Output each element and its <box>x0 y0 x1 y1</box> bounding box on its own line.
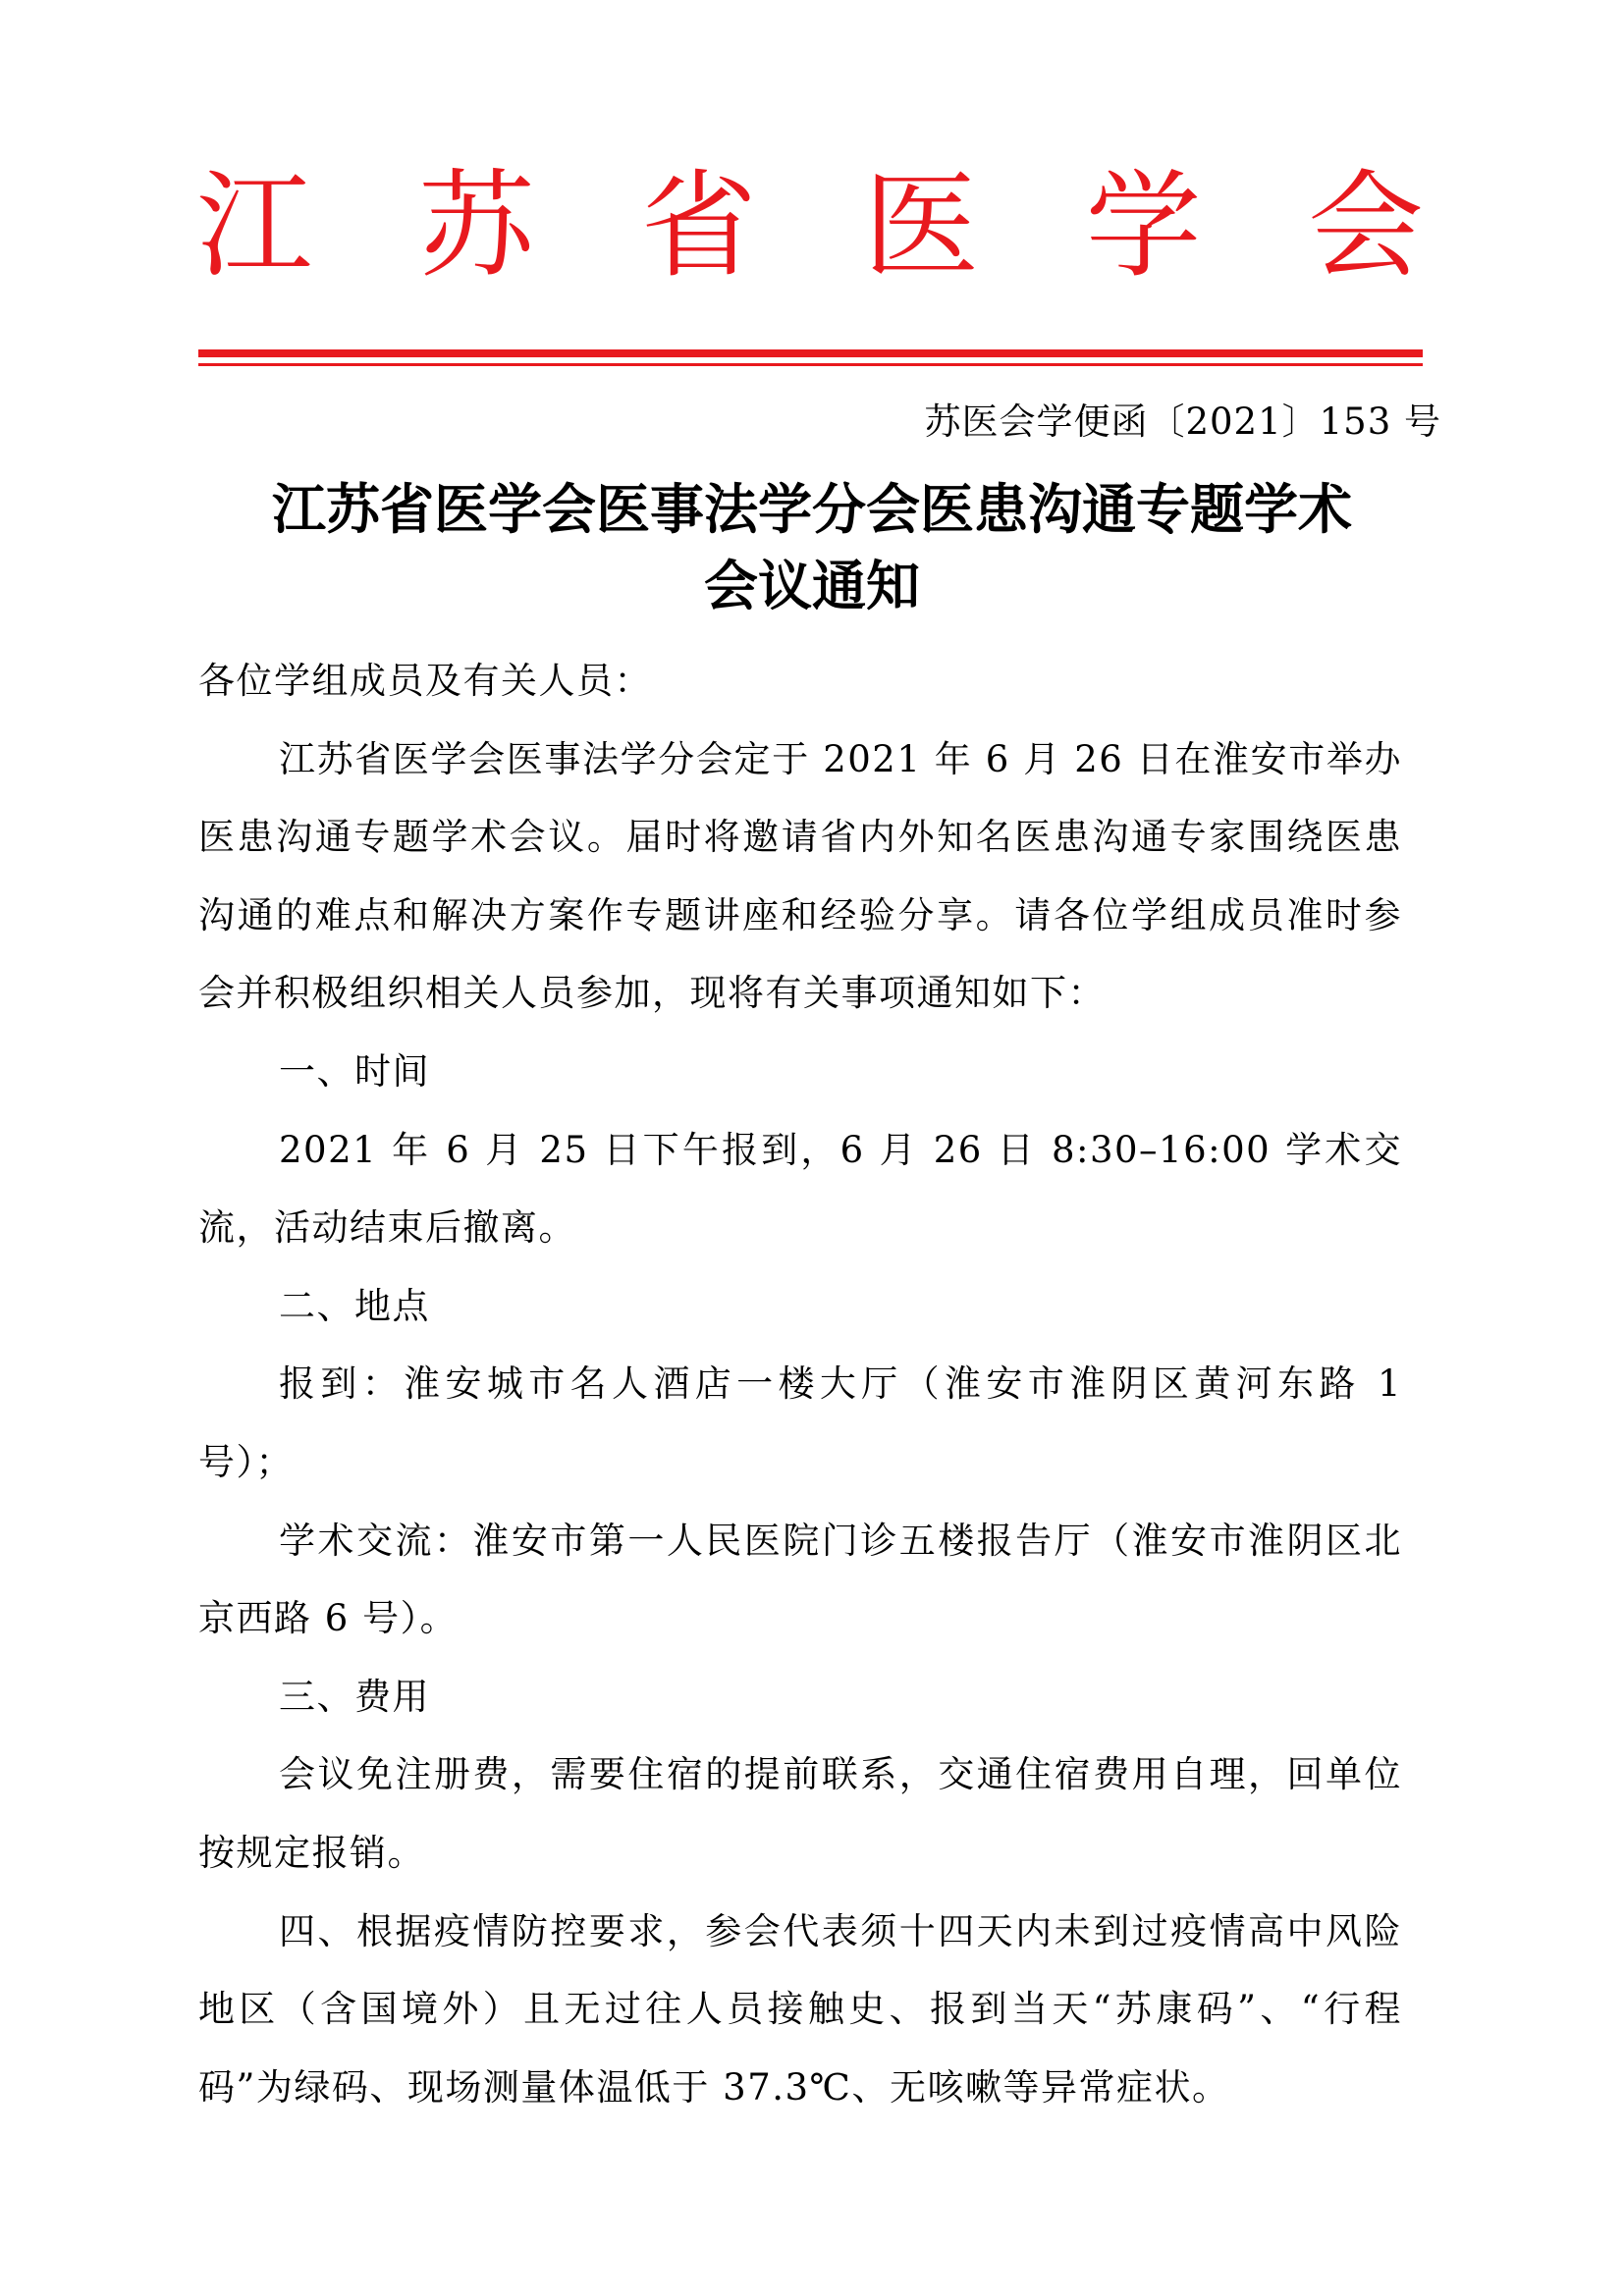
document-title-line-2: 会议通知 <box>703 555 920 617</box>
intro-paragraph: 江苏省医学会医事法学分会定于 2021 年 6 月 26 日在淮安市举办医患沟通专题学术会议。届时将邀请省内外知名医患沟通专家围绕医患沟通的难点和解决方案作专题讲座和经验分享。请各位学组成员准时参会并积极组织相关人员参加，现将有关事项通知如下： <box>198 737 1402 1015</box>
letterhead-char: 会 <box>1307 158 1424 294</box>
time-paragraph: 2021 年 6 月 25 日下午报到，6 月 26 日 8:30–16:00 学术交流，活动结束后撤离。 <box>198 1128 1402 1250</box>
letterhead-char: 学 <box>1085 158 1202 294</box>
section-heading-place: 二、地点 <box>279 1284 430 1327</box>
checkin-place-paragraph: 报到：淮安城市名人酒店一楼大厅（淮安市淮阴区黄河东路 1 号）； <box>198 1362 1402 1483</box>
salutation: 各位学组成员及有关人员： <box>198 660 652 702</box>
document-body <box>198 642 1402 2126</box>
section-heading-fee: 三、费用 <box>279 1675 430 1718</box>
epidemic-requirement-paragraph: 四、根据疫情防控要求，参会代表须十四天内未到过疫情高中风险地区（含国境外）且无过往人员接触史、报到当天“苏康码”、“行程码”为绿码、现场测量体温低于 37.3℃、无咳嗽等异常症状。 <box>198 1909 1402 2109</box>
letterhead-char: 医 <box>863 158 980 294</box>
letterhead-divider-thin <box>198 363 1423 366</box>
document-title <box>177 471 1447 624</box>
fee-paragraph: 会议免注册费，需要住宿的提前联系，交通住宿费用自理，回单位按规定报销。 <box>198 1753 1402 1874</box>
letterhead-char: 省 <box>640 158 757 294</box>
letterhead-title <box>196 147 1424 304</box>
letterhead-divider-thick <box>198 349 1423 357</box>
document-number: 苏医会学便函〔2021〕153 号 <box>924 400 1441 443</box>
document-title-line-1: 江苏省医学会医事法学分会医患沟通专题学术 <box>271 478 1352 541</box>
section-heading-time: 一、时间 <box>279 1049 430 1093</box>
letterhead-char: 江 <box>196 158 313 294</box>
academic-place-paragraph: 学术交流：淮安市第一人民医院门诊五楼报告厅（淮安市淮阴区北京西路 6 号）。 <box>198 1519 1402 1640</box>
letterhead-char: 苏 <box>418 158 535 294</box>
